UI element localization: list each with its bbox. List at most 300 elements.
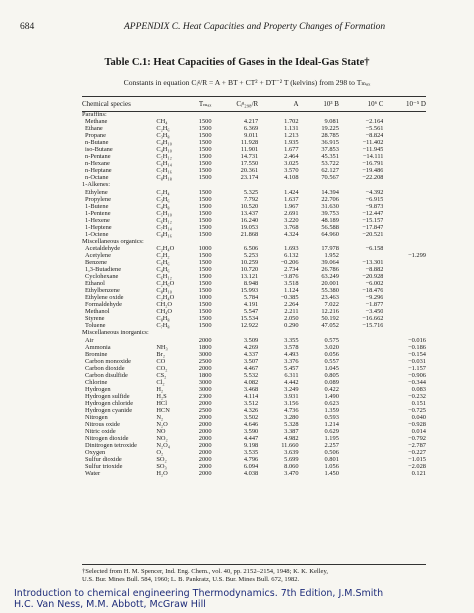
coef-a-cell: 1.935 [284, 139, 299, 147]
coef-d-cell: −0.227 [408, 449, 426, 457]
formula-cell: C₈H₁₆ [156, 230, 172, 238]
formula-cell: C₂H₄O [156, 244, 175, 252]
coef-d-cell: −0.792 [408, 435, 426, 443]
group-label: Miscellaneous organics: [82, 237, 144, 245]
equation-subtitle: Constants in equation Cᵢᵍ/R = A + BT + CT² + DT⁻² T (kelvins) from 298 to Tₘₐₓ [123, 78, 371, 87]
coef-a-cell: 3.376 [284, 357, 299, 365]
coef-c-cell: −18.476 [362, 287, 384, 295]
table-row [82, 393, 426, 400]
formula-cell: NO₂ [156, 435, 168, 443]
coef-c-cell: −8.882 [365, 266, 384, 274]
table-row [82, 379, 426, 386]
species-name-cell: Ethylene [85, 188, 108, 196]
coef-b-cell: 0.623 [324, 399, 339, 407]
formula-cell: C₅H₁₂ [156, 153, 172, 161]
cp298-cell: 10.259 [240, 258, 259, 266]
species-name-cell: Propane [85, 132, 106, 140]
cp298-cell: 4.796 [243, 456, 259, 464]
coef-b-cell: 23.463 [321, 294, 339, 302]
coef-d-cell: −0.154 [408, 350, 426, 358]
cp298-cell: 3.509 [243, 336, 259, 344]
coef-c-cell [339, 365, 384, 372]
formula-cell: CO [156, 357, 166, 365]
tmax-cell: 1500 [198, 188, 212, 196]
tmax-cell: 2000 [198, 456, 212, 464]
species-name-cell: Benzene [85, 258, 107, 266]
coef-d-cell [383, 280, 426, 287]
coef-d-cell: −0.928 [408, 421, 426, 429]
cp298-cell: 4.082 [243, 378, 259, 386]
cp298-cell: 13.437 [240, 209, 259, 217]
coef-a-cell: 1.677 [284, 146, 299, 154]
tmax-cell: 1500 [198, 223, 212, 231]
table-row [82, 196, 426, 203]
table-row [82, 294, 426, 301]
table-row [82, 139, 426, 146]
table-row [82, 210, 426, 217]
col-header-c: 10⁶ C [367, 100, 384, 108]
formula-cell: N₂ [156, 414, 164, 422]
coef-c-cell [339, 414, 384, 421]
coef-b-cell: 70.567 [321, 174, 339, 182]
formula-cell: CS₂ [156, 371, 167, 379]
table-row [82, 470, 426, 477]
species-name-cell: Hydrogen [85, 385, 111, 393]
tmax-cell: 2000 [198, 364, 212, 372]
table-row [82, 153, 426, 160]
tmax-cell: 2000 [198, 470, 212, 478]
coef-c-cell: −22.208 [362, 174, 384, 182]
cp298-cell: 13.121 [240, 273, 259, 281]
coef-a-cell: −0.206 [280, 258, 299, 266]
handwritten-line: H.C. Van Ness, M.M. Abbott, McGraw Hill [14, 599, 206, 610]
species-name-cell: Acetaldehyde [85, 244, 121, 252]
formula-cell: Br₂ [156, 350, 165, 358]
coef-d-cell: 0.014 [411, 428, 426, 436]
species-name-cell: Ethylbenzene [85, 287, 120, 295]
species-name-cell: Styrene [85, 315, 105, 323]
coef-c-cell: −20.521 [362, 230, 384, 238]
tmax-cell: 1500 [198, 216, 212, 224]
cp298-cell: 4.114 [244, 392, 259, 400]
coef-a-cell: 4.736 [284, 406, 299, 414]
species-name-cell: Sulfur trioxide [85, 463, 123, 471]
cp298-cell: 4.269 [243, 343, 259, 351]
table-row [82, 287, 426, 294]
coef-a-cell: 2.691 [284, 209, 299, 217]
coef-d-cell [383, 273, 426, 280]
species-name-cell: Nitrous oxide [85, 421, 120, 429]
species-name-cell: Formaldehyde [85, 301, 122, 309]
coef-d-cell: −0.016 [408, 336, 426, 344]
formula-cell: SO₃ [156, 463, 167, 471]
coef-c-cell [339, 337, 384, 344]
coef-a-cell: 4.108 [284, 174, 299, 182]
species-name-cell: Water [85, 470, 101, 478]
coef-a-cell: 2.264 [284, 301, 299, 309]
cp298-cell: 9.198 [243, 442, 259, 450]
coef-c-cell: −11.402 [362, 139, 384, 147]
species-name-cell: Carbon disulfide [85, 371, 128, 379]
coef-a-cell: −3.876 [280, 273, 299, 281]
coef-c-cell [339, 449, 384, 456]
coef-b-cell: 28.785 [321, 132, 339, 140]
coef-b-cell: 0.801 [324, 456, 339, 464]
coef-c-cell: −20.928 [362, 273, 384, 281]
formula-cell: C₂H₄ [156, 188, 170, 196]
coef-a-cell: 8.060 [284, 463, 299, 471]
coef-c-cell: −4.392 [365, 188, 384, 196]
coef-b-cell: 1.195 [324, 435, 339, 443]
coef-b-cell: 50.192 [321, 315, 339, 323]
species-name-cell: Toluene [85, 322, 106, 330]
coef-c-cell [339, 421, 384, 428]
cp298-cell: 3.507 [243, 357, 259, 365]
cp298-cell: 4.467 [243, 364, 259, 372]
tmax-cell: 2500 [198, 357, 212, 365]
coef-b-cell: 14.394 [321, 188, 339, 196]
formula-cell: C₃H₈ [156, 132, 170, 140]
coef-b-cell: 0.089 [324, 378, 339, 386]
table-group-row [82, 238, 426, 245]
cp298-cell: 4.447 [243, 435, 259, 443]
coef-b-cell: 1.214 [324, 421, 339, 429]
tmax-cell: 1500 [198, 258, 212, 266]
coef-c-cell: −3.450 [365, 308, 384, 316]
coef-c-cell: −11.945 [362, 146, 384, 154]
species-name-cell: Hydrogen sulfide [85, 392, 130, 400]
table-row [82, 428, 426, 435]
species-name-cell: Ethylene oxide [85, 294, 124, 302]
coef-c-cell [339, 379, 384, 386]
species-name-cell: Oxygen [85, 449, 106, 457]
coef-b-cell: 19.225 [321, 125, 339, 133]
coef-d-cell [383, 210, 426, 217]
cp298-cell: 4.217 [243, 118, 259, 126]
coef-b-cell: 9.081 [324, 118, 339, 126]
coef-a-cell: 3.639 [284, 449, 299, 457]
coef-a-cell: 3.470 [284, 470, 299, 478]
coef-a-cell: 2.464 [284, 153, 299, 161]
formula-cell [156, 337, 192, 344]
species-name-cell: 1-Hexene [85, 216, 110, 224]
page-header [20, 22, 454, 34]
coef-c-cell [339, 344, 384, 351]
formula-cell: H₂S [156, 392, 167, 400]
coef-a-cell: 1.424 [284, 188, 299, 196]
coef-c-cell [339, 351, 384, 358]
group-label: Miscellaneous inorganics: [82, 329, 149, 337]
table-row [82, 365, 426, 372]
coef-d-cell: −0.344 [408, 378, 426, 386]
cp298-cell: 23.174 [240, 174, 259, 182]
table-row [82, 315, 426, 322]
cp298-cell: 17.550 [240, 160, 259, 168]
coef-c-cell [339, 456, 384, 463]
table-row [82, 351, 426, 358]
table-row [82, 308, 426, 315]
coef-a-cell: 1.637 [284, 195, 299, 203]
formula-cell: C₆H₁₂ [156, 273, 172, 281]
tmax-cell: 1000 [198, 294, 212, 302]
coef-c-cell: −17.847 [362, 223, 384, 231]
species-name-cell: Hydrogen chloride [85, 399, 134, 407]
coef-a-cell: 3.025 [284, 160, 299, 168]
coef-b-cell: 0.422 [324, 385, 339, 393]
coef-a-cell: 3.220 [284, 216, 299, 224]
cp298-cell: 4.646 [243, 421, 259, 429]
coef-b-cell: 39.064 [321, 258, 339, 266]
tmax-cell: 1500 [198, 174, 212, 182]
tmax-cell: 1500 [198, 273, 212, 281]
coef-d-cell: −1.299 [408, 251, 426, 259]
coef-c-cell [339, 386, 384, 393]
formula-cell: C₆H₁₄ [156, 160, 172, 168]
coef-c-cell [339, 407, 384, 414]
coef-b-cell: 56.588 [321, 223, 339, 231]
tmax-cell: 1500 [198, 118, 212, 126]
table-row [82, 132, 426, 139]
table-row [82, 280, 426, 287]
cp298-cell: 15.993 [240, 287, 259, 295]
coef-d-cell: −0.232 [408, 392, 426, 400]
coef-d-cell: 0.083 [411, 385, 426, 393]
coef-c-cell: −1.877 [365, 301, 384, 309]
table-title: Table C.1: Heat Capacities of Gases in the Ideal-Gas State† [104, 57, 370, 68]
table-row [82, 203, 426, 210]
coef-c-cell: −12.447 [362, 209, 384, 217]
formula-cell: C₃H₆ [156, 195, 170, 203]
coef-d-cell [383, 294, 426, 301]
group-label: 1-Alkenes: [82, 181, 111, 189]
coef-c-cell: −19.486 [362, 167, 384, 175]
tmax-cell: 1500 [198, 230, 212, 238]
table-row [82, 435, 426, 442]
coef-b-cell: 37.853 [321, 146, 339, 154]
species-name-cell: n-Octane [85, 174, 109, 182]
table-row [82, 217, 426, 224]
species-name-cell: Dinitrogen tetroxide [85, 442, 137, 450]
coef-d-cell [383, 245, 426, 252]
coef-c-cell [339, 470, 384, 477]
formula-cell: C₈H₈ [156, 315, 170, 323]
coef-d-cell [383, 301, 426, 308]
cp298-cell: 4.191 [243, 301, 259, 309]
coef-b-cell: 0.557 [324, 357, 339, 365]
tmax-cell: 3000 [198, 385, 212, 393]
formula-cell: C₄H₈ [156, 202, 170, 210]
tmax-cell: 1500 [198, 195, 212, 203]
coef-d-cell: −1.157 [408, 364, 426, 372]
coef-d-cell: 0.121 [411, 470, 426, 478]
formula-cell: C₈H₁₈ [156, 174, 172, 182]
coef-d-cell [383, 308, 426, 315]
tmax-cell: 2000 [198, 336, 212, 344]
coef-a-cell: 0.290 [284, 322, 299, 330]
formula-cell: C₄H₁₀ [156, 139, 172, 147]
coef-d-cell: −2.787 [408, 442, 426, 450]
tmax-cell: 1500 [198, 153, 212, 161]
coef-c-cell: −6.002 [365, 280, 384, 288]
coef-c-cell [339, 400, 384, 407]
coef-d-cell [383, 139, 426, 146]
table-group-row [82, 111, 426, 118]
tmax-cell: 2000 [198, 421, 212, 429]
coef-b-cell: 39.753 [321, 209, 339, 217]
tmax-cell: 2000 [198, 463, 212, 471]
coef-a-cell: 4.493 [284, 350, 299, 358]
table-row [82, 146, 426, 153]
table-row [82, 322, 426, 329]
coef-d-cell [383, 118, 426, 125]
table-row [82, 337, 426, 344]
coef-d-cell [383, 217, 426, 224]
coef-a-cell: 5.328 [284, 421, 299, 429]
formula-cell: N₂O [156, 421, 168, 429]
species-name-cell: Nitrogen dioxide [85, 435, 129, 443]
table-row [82, 252, 426, 259]
coef-a-cell: 6.132 [284, 251, 299, 259]
tmax-cell: 1000 [198, 244, 212, 252]
cp298-cell: 3.535 [243, 449, 259, 457]
coef-a-cell: 3.355 [284, 336, 299, 344]
cp298-cell: 6.094 [243, 463, 259, 471]
col-header-cp298: Cᵢᵍ₂₉₈/R [236, 100, 259, 108]
table-row [82, 449, 426, 456]
formula-cell: C₄H₁₀ [156, 146, 172, 154]
coef-d-cell: 0.040 [411, 414, 426, 422]
table-row [82, 372, 426, 379]
species-name-cell: n-Pentane [85, 153, 111, 161]
tmax-cell: 1500 [198, 308, 212, 316]
species-name-cell: 1,3-Butadiene [85, 266, 122, 274]
tmax-cell: 1500 [198, 125, 212, 133]
coef-b-cell: 53.722 [321, 160, 339, 168]
coef-c-cell: −16.791 [362, 160, 384, 168]
species-name-cell: Ethanol [85, 280, 105, 288]
coef-a-cell: 1.124 [284, 287, 299, 295]
table-row [82, 456, 426, 463]
species-name-cell: Acetylene [85, 251, 111, 259]
coef-c-cell: −15.716 [362, 322, 384, 330]
coef-c-cell: −2.164 [365, 118, 384, 126]
coef-c-cell: −5.561 [365, 125, 384, 133]
species-name-cell: 1-Heptene [85, 223, 112, 231]
tmax-cell: 1500 [198, 266, 212, 274]
coef-b-cell: 1.045 [324, 364, 339, 372]
coef-d-cell [383, 266, 426, 273]
table-bottom-rule [82, 564, 426, 565]
species-name-cell: Air [85, 336, 94, 344]
coef-c-cell: −8.824 [365, 132, 384, 140]
footnote [82, 568, 442, 584]
species-name-cell: Carbon dioxide [85, 364, 125, 372]
cp298-cell: 6.369 [243, 125, 259, 133]
table-row [82, 273, 426, 280]
species-name-cell: n-Hexane [85, 160, 110, 168]
tmax-cell: 2300 [198, 392, 212, 400]
formula-cell: C₇H₁₆ [156, 167, 172, 175]
coef-d-cell: −1.015 [408, 456, 426, 464]
cp298-cell: 4.326 [243, 406, 259, 414]
coef-c-cell: −15.157 [362, 216, 384, 224]
coef-a-cell: 1.967 [284, 202, 299, 210]
tmax-cell: 1500 [198, 209, 212, 217]
coef-a-cell: 11.660 [281, 442, 299, 450]
species-name-cell: 1-Pentene [85, 209, 111, 217]
formula-cell: CO₂ [156, 364, 168, 372]
tmax-cell: 1500 [198, 160, 212, 168]
table-body [82, 111, 426, 477]
cp298-cell: 3.590 [243, 428, 259, 436]
coef-b-cell: 0.593 [324, 414, 339, 422]
species-name-cell: Cyclohexane [85, 273, 119, 281]
coef-b-cell: 12.216 [321, 308, 339, 316]
cp298-cell: 16.240 [240, 216, 259, 224]
coef-a-cell: 4.982 [284, 435, 299, 443]
coef-a-cell: 1.131 [284, 125, 299, 133]
coef-a-cell: 3.931 [284, 392, 299, 400]
coef-a-cell: 6.311 [284, 371, 299, 379]
cp298-cell: 5.532 [243, 371, 259, 379]
coef-c-cell: −9.296 [365, 294, 384, 302]
cp298-cell: 12.922 [240, 322, 259, 330]
coef-b-cell: 64.960 [321, 230, 339, 238]
cp298-cell: 10.720 [240, 266, 259, 274]
species-name-cell: Sulfur dioxide [85, 456, 122, 464]
coef-a-cell: 4.442 [284, 378, 299, 386]
table-row [82, 245, 426, 252]
formula-cell: C₂H₆O [156, 280, 175, 288]
cp298-cell: 15.534 [240, 315, 259, 323]
table-row [82, 358, 426, 365]
coef-a-cell: 3.768 [284, 223, 299, 231]
coef-d-cell [383, 189, 426, 196]
table-row [82, 414, 426, 421]
page-number: 684 [20, 22, 35, 32]
table-row [82, 224, 426, 231]
running-head: APPENDIX C. Heat Capacities and Property Changes of Formation [124, 22, 386, 32]
coef-b-cell: 45.351 [321, 153, 339, 161]
coef-b-cell: 22.706 [321, 195, 339, 203]
coef-d-cell: 0.151 [411, 399, 426, 407]
tmax-cell: 1800 [198, 343, 212, 351]
handwritten-note [14, 588, 469, 610]
cp298-cell: 9.011 [244, 132, 259, 140]
coef-b-cell: 17.978 [321, 244, 339, 252]
coef-a-cell: 3.280 [284, 414, 299, 422]
coef-d-cell [383, 174, 426, 181]
formula-cell: C₂H₂ [156, 251, 170, 259]
table-row [82, 421, 426, 428]
tmax-cell: 3000 [198, 350, 212, 358]
coef-b-cell: 36.915 [321, 139, 339, 147]
species-name-cell: Ethane [85, 125, 103, 133]
table-row [82, 160, 426, 167]
coef-b-cell: 62.127 [321, 167, 339, 175]
tmax-cell: 1500 [198, 202, 212, 210]
tmax-cell: 3000 [198, 378, 212, 386]
tmax-cell: 1500 [198, 322, 212, 330]
coef-d-cell: −0.725 [408, 406, 426, 414]
cp298-cell: 19.053 [240, 223, 259, 231]
tmax-cell: 2000 [198, 449, 212, 457]
formula-cell: C₇H₈ [156, 322, 170, 330]
coef-c-cell: −14.111 [362, 153, 384, 161]
coef-b-cell: 63.249 [321, 273, 339, 281]
coef-d-cell [383, 259, 426, 266]
formula-cell: C₆H₁₂ [156, 216, 172, 224]
